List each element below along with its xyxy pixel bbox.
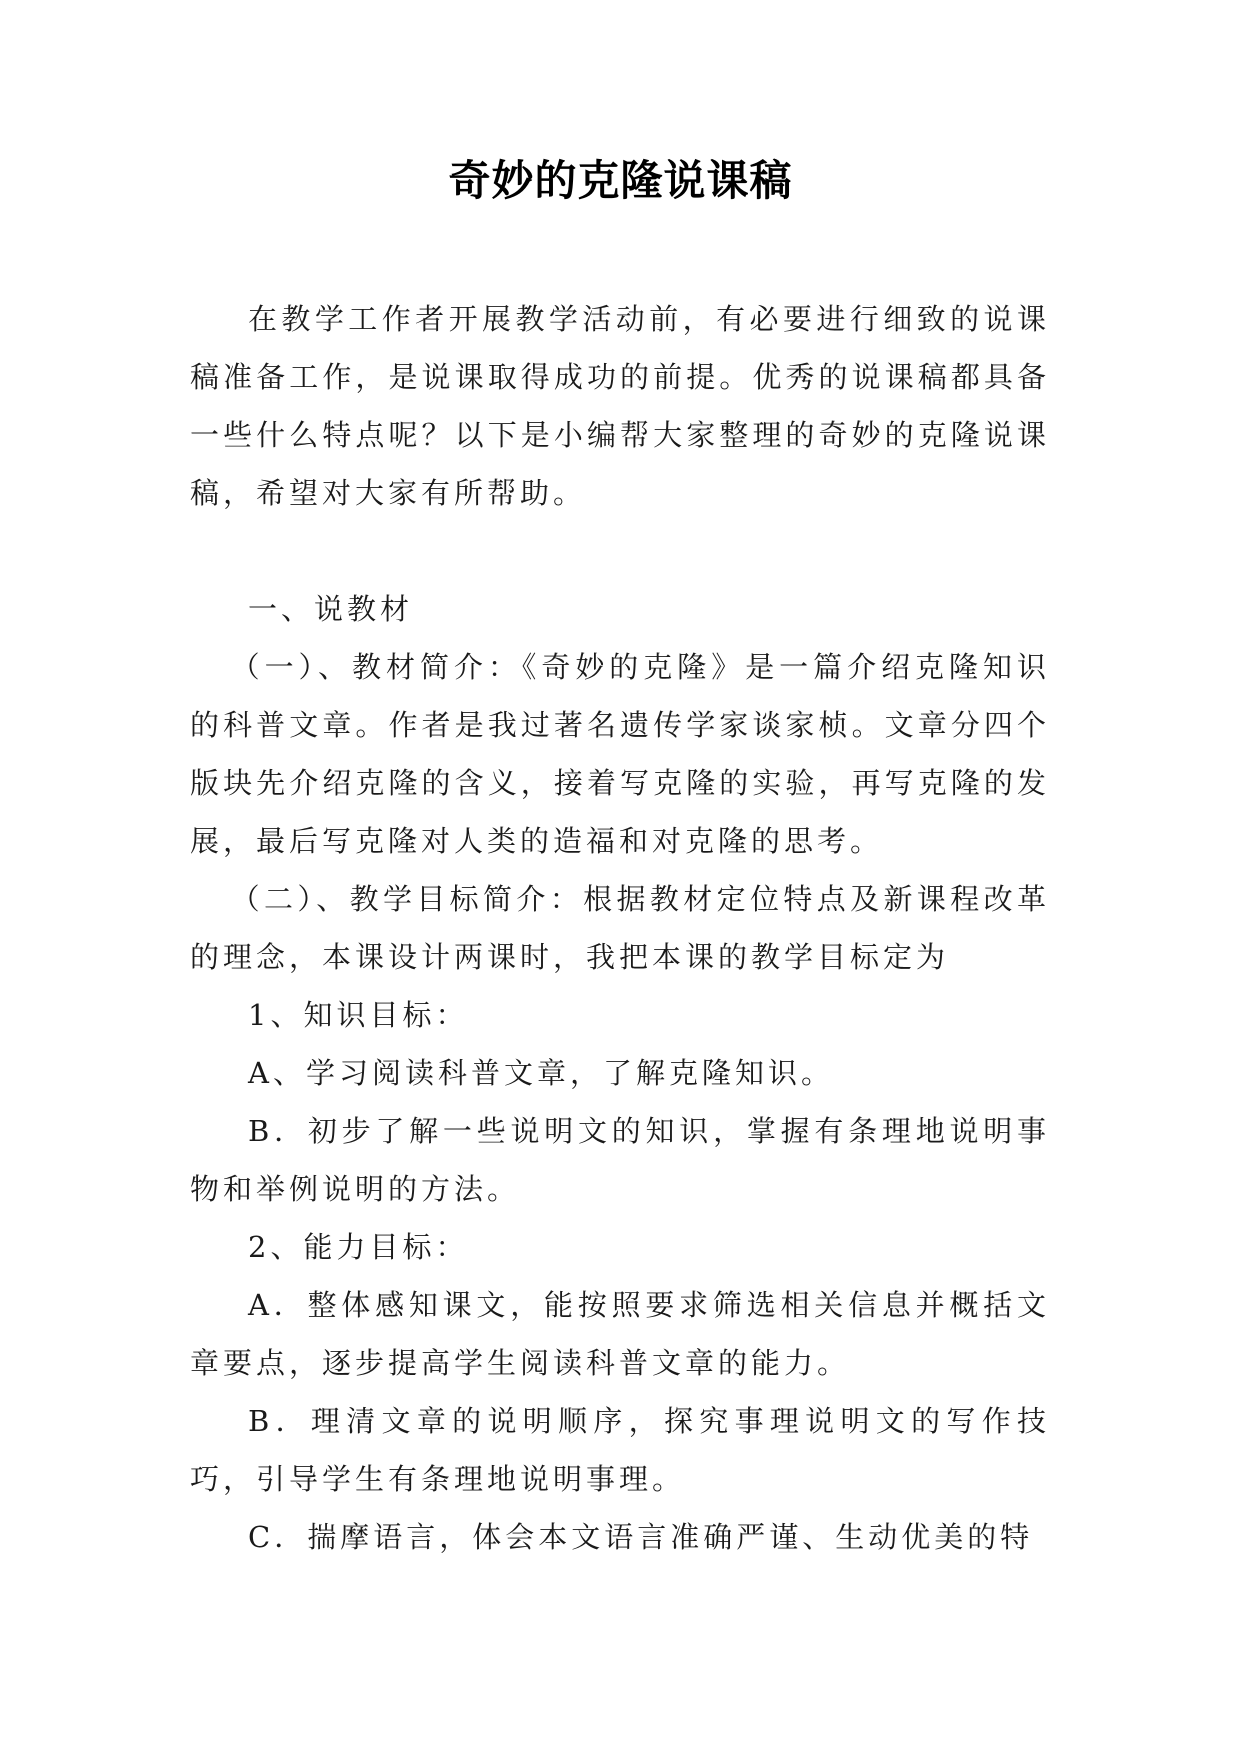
section-heading-teaching-material: 一、说教材 (248, 592, 414, 626)
intro-paragraph: 在教学工作者开展教学活动前，有必要进行细致的说课稿准备工作，是说课取得成功的前提。优秀的说课稿都具备一些什么特点呢？以下是小编帮大家整理的奇妙的克隆说课稿，希望对大家有所帮助。 (190, 302, 1050, 510)
document-title: 奇妙的克隆说课稿 (448, 156, 793, 205)
ability-goal-a: A．整体感知课文，能按照要求筛选相关信息并概括文章要点，逐步提高学生阅读科普文章的能力。 (190, 1288, 1050, 1380)
teaching-goals-paragraph: （二）、教学目标简介：根据教材定位特点及新课程改革的理念，本课设计两课时，我把本课的教学目标定为 (190, 882, 1050, 974)
knowledge-goal-a: A、学习阅读科普文章，了解克隆知识。 (248, 1056, 834, 1090)
ability-goal-c: C．揣摩语言，体会本文语言准确严谨、生动优美的特 (248, 1520, 1034, 1554)
knowledge-goals-heading: 1、知识目标： (248, 998, 469, 1032)
document-body (190, 290, 1050, 1566)
knowledge-goal-b: B．初步了解一些说明文的知识，掌握有条理地说明事物和举例说明的方法。 (190, 1114, 1050, 1206)
textbook-intro-paragraph: （一）、教材简介：《奇妙的克隆》是一篇介绍克隆知识的科普文章。作者是我过著名遗传学家谈家桢。文章分四个版块先介绍克隆的含义，接着写克隆的实验，再写克隆的发展，最后写克隆对人类的造福和对克隆的思考。 (190, 650, 1050, 858)
ability-goal-b: B．理清文章的说明顺序，探究事理说明文的写作技巧，引导学生有条理地说明事理。 (190, 1404, 1050, 1496)
ability-goals-heading: 2、能力目标： (248, 1230, 469, 1264)
